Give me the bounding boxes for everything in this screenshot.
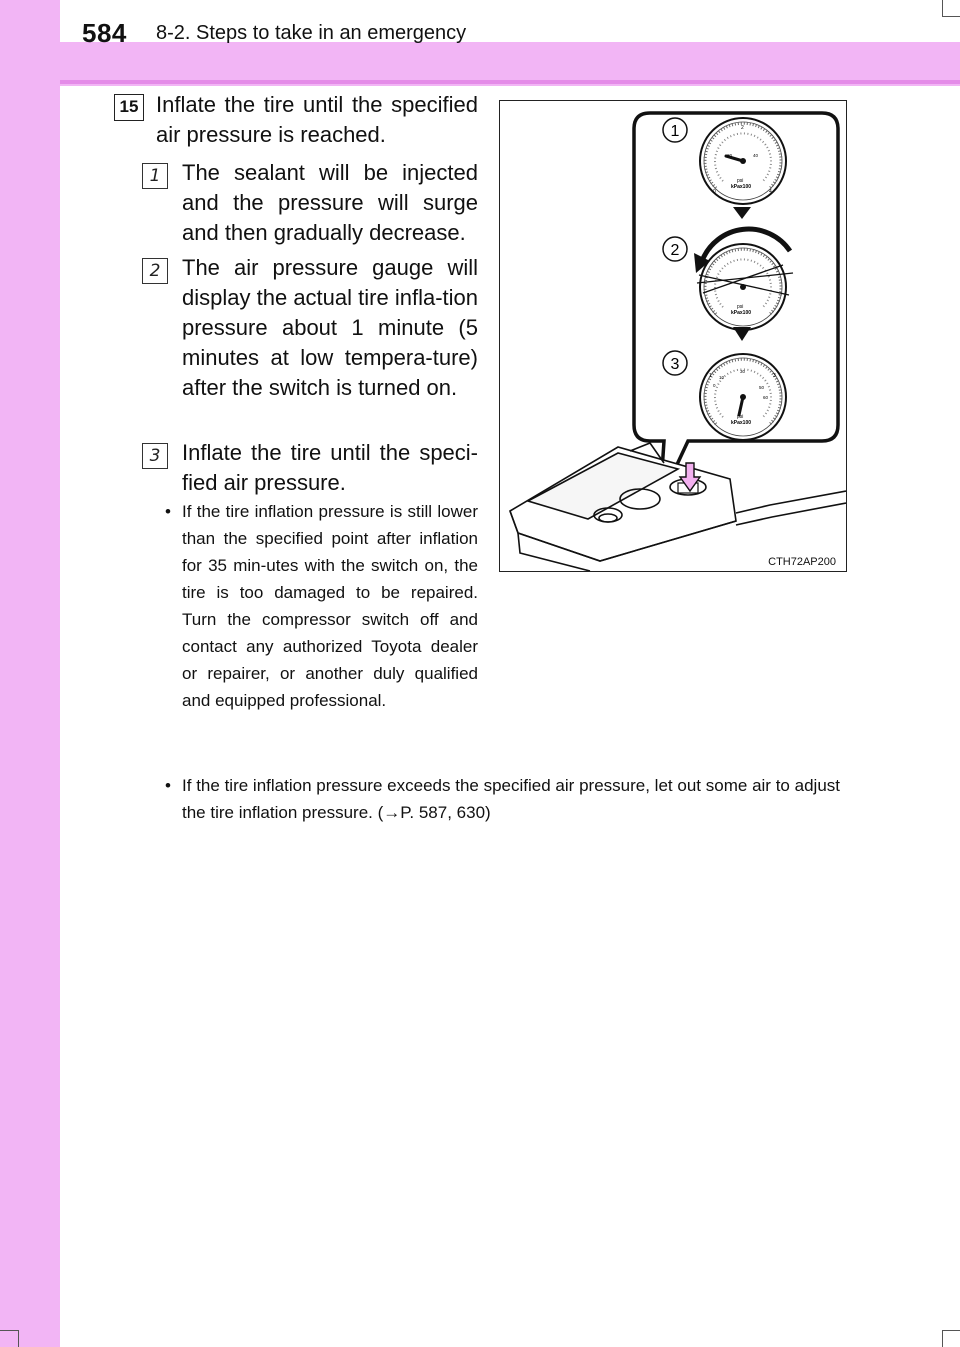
callout-2-label: 2 <box>670 242 680 259</box>
gauge-1 <box>700 118 786 204</box>
gauge-1-mark-40: 40 <box>753 153 759 158</box>
figure-code: CTH72AP200 <box>768 556 836 568</box>
bullet-note-2-text: If the tire inflation pressure exceeds the specified air pressure, let out some air to adjust the tire inflation pressure. (→P. 587, 630) <box>182 776 840 822</box>
gauge-3-unit-kpa: kPax100 <box>731 420 752 426</box>
section-title: 8-2. Steps to take in an emergency <box>156 22 467 44</box>
crop-mark <box>942 16 960 17</box>
side-color-band <box>0 0 60 1347</box>
gauge-1-mark-2: 2 <box>741 125 744 131</box>
gauge-3 <box>700 354 786 440</box>
header-rule <box>60 80 960 84</box>
step-number-box: 15 <box>114 94 144 121</box>
callout-2 <box>663 237 687 261</box>
gauge-3-mark-10: 10 <box>719 375 725 380</box>
gauge-3-mark-60: 60 <box>763 395 769 400</box>
substep-number-2: 2 <box>142 258 168 284</box>
substep-text-2: The air pressure gauge will display the actual tire infla-tion pressure about 1 minute (5 minutes at low tempera-ture) after the switch is turned on. <box>182 255 478 400</box>
gauge-1-mark-4: 4 <box>769 189 772 195</box>
bullet-note-1 <box>165 498 478 714</box>
bullet-dot: • <box>165 776 171 795</box>
crop-mark <box>942 1330 960 1331</box>
bullet-note-2 <box>165 772 840 826</box>
crop-mark <box>18 1330 19 1347</box>
gauge-1-unit-kpa: kPax100 <box>731 184 752 190</box>
illustration-svg <box>500 101 846 571</box>
page-number: 584 <box>82 18 127 48</box>
substep-number-3: 3 <box>142 443 168 469</box>
gauge-2-unit-kpa: kPax100 <box>731 310 752 316</box>
gauge-1-unit-psi: psi <box>737 178 744 184</box>
step-main-text: Inflate the tire until the specified air pressure is reached. <box>156 92 478 147</box>
gauge-1-mark-20: 20 <box>727 153 733 158</box>
callout-1 <box>663 118 687 142</box>
crop-mark <box>942 0 943 16</box>
crop-mark <box>942 1330 943 1347</box>
bullet-dot: • <box>165 502 171 521</box>
gauge-3-unit-psi: psi <box>737 414 744 420</box>
substep-text-3: Inflate the tire until the speci-fied air pressure. <box>182 440 478 495</box>
callout-3-label: 3 <box>670 356 680 373</box>
gauge-3-mark-50: 50 <box>759 385 765 390</box>
callout-1-label: 1 <box>670 123 680 140</box>
gauge-2-unit-psi: psi <box>737 304 744 310</box>
gauge-3-mark-1: 1 <box>709 373 712 379</box>
crop-mark <box>0 1330 18 1331</box>
gauge-3-mark-3: 3 <box>773 373 776 379</box>
bullet-note-1-text: If the tire inflation pressure is still lower than the specified point after inflation for 35 min-utes with the switch on, the tire is too damaged to be repaired. Turn the compressor switch off and contact any authorized Toyota dealer or repairer, or another duly qualified and equipped professional. <box>182 502 478 710</box>
gauge-3-mark-0: 0 <box>713 383 716 388</box>
substep-text-1: The sealant will be injected and the pressure will surge and then gradually decrease. <box>182 160 478 245</box>
callout-3 <box>663 351 687 375</box>
substep-number-1: 1 <box>142 163 168 189</box>
gauge-1-mark-0: 0 <box>713 189 716 195</box>
compressor-illustration <box>499 100 847 572</box>
gauge-3-mark-30: 30 <box>740 369 746 374</box>
